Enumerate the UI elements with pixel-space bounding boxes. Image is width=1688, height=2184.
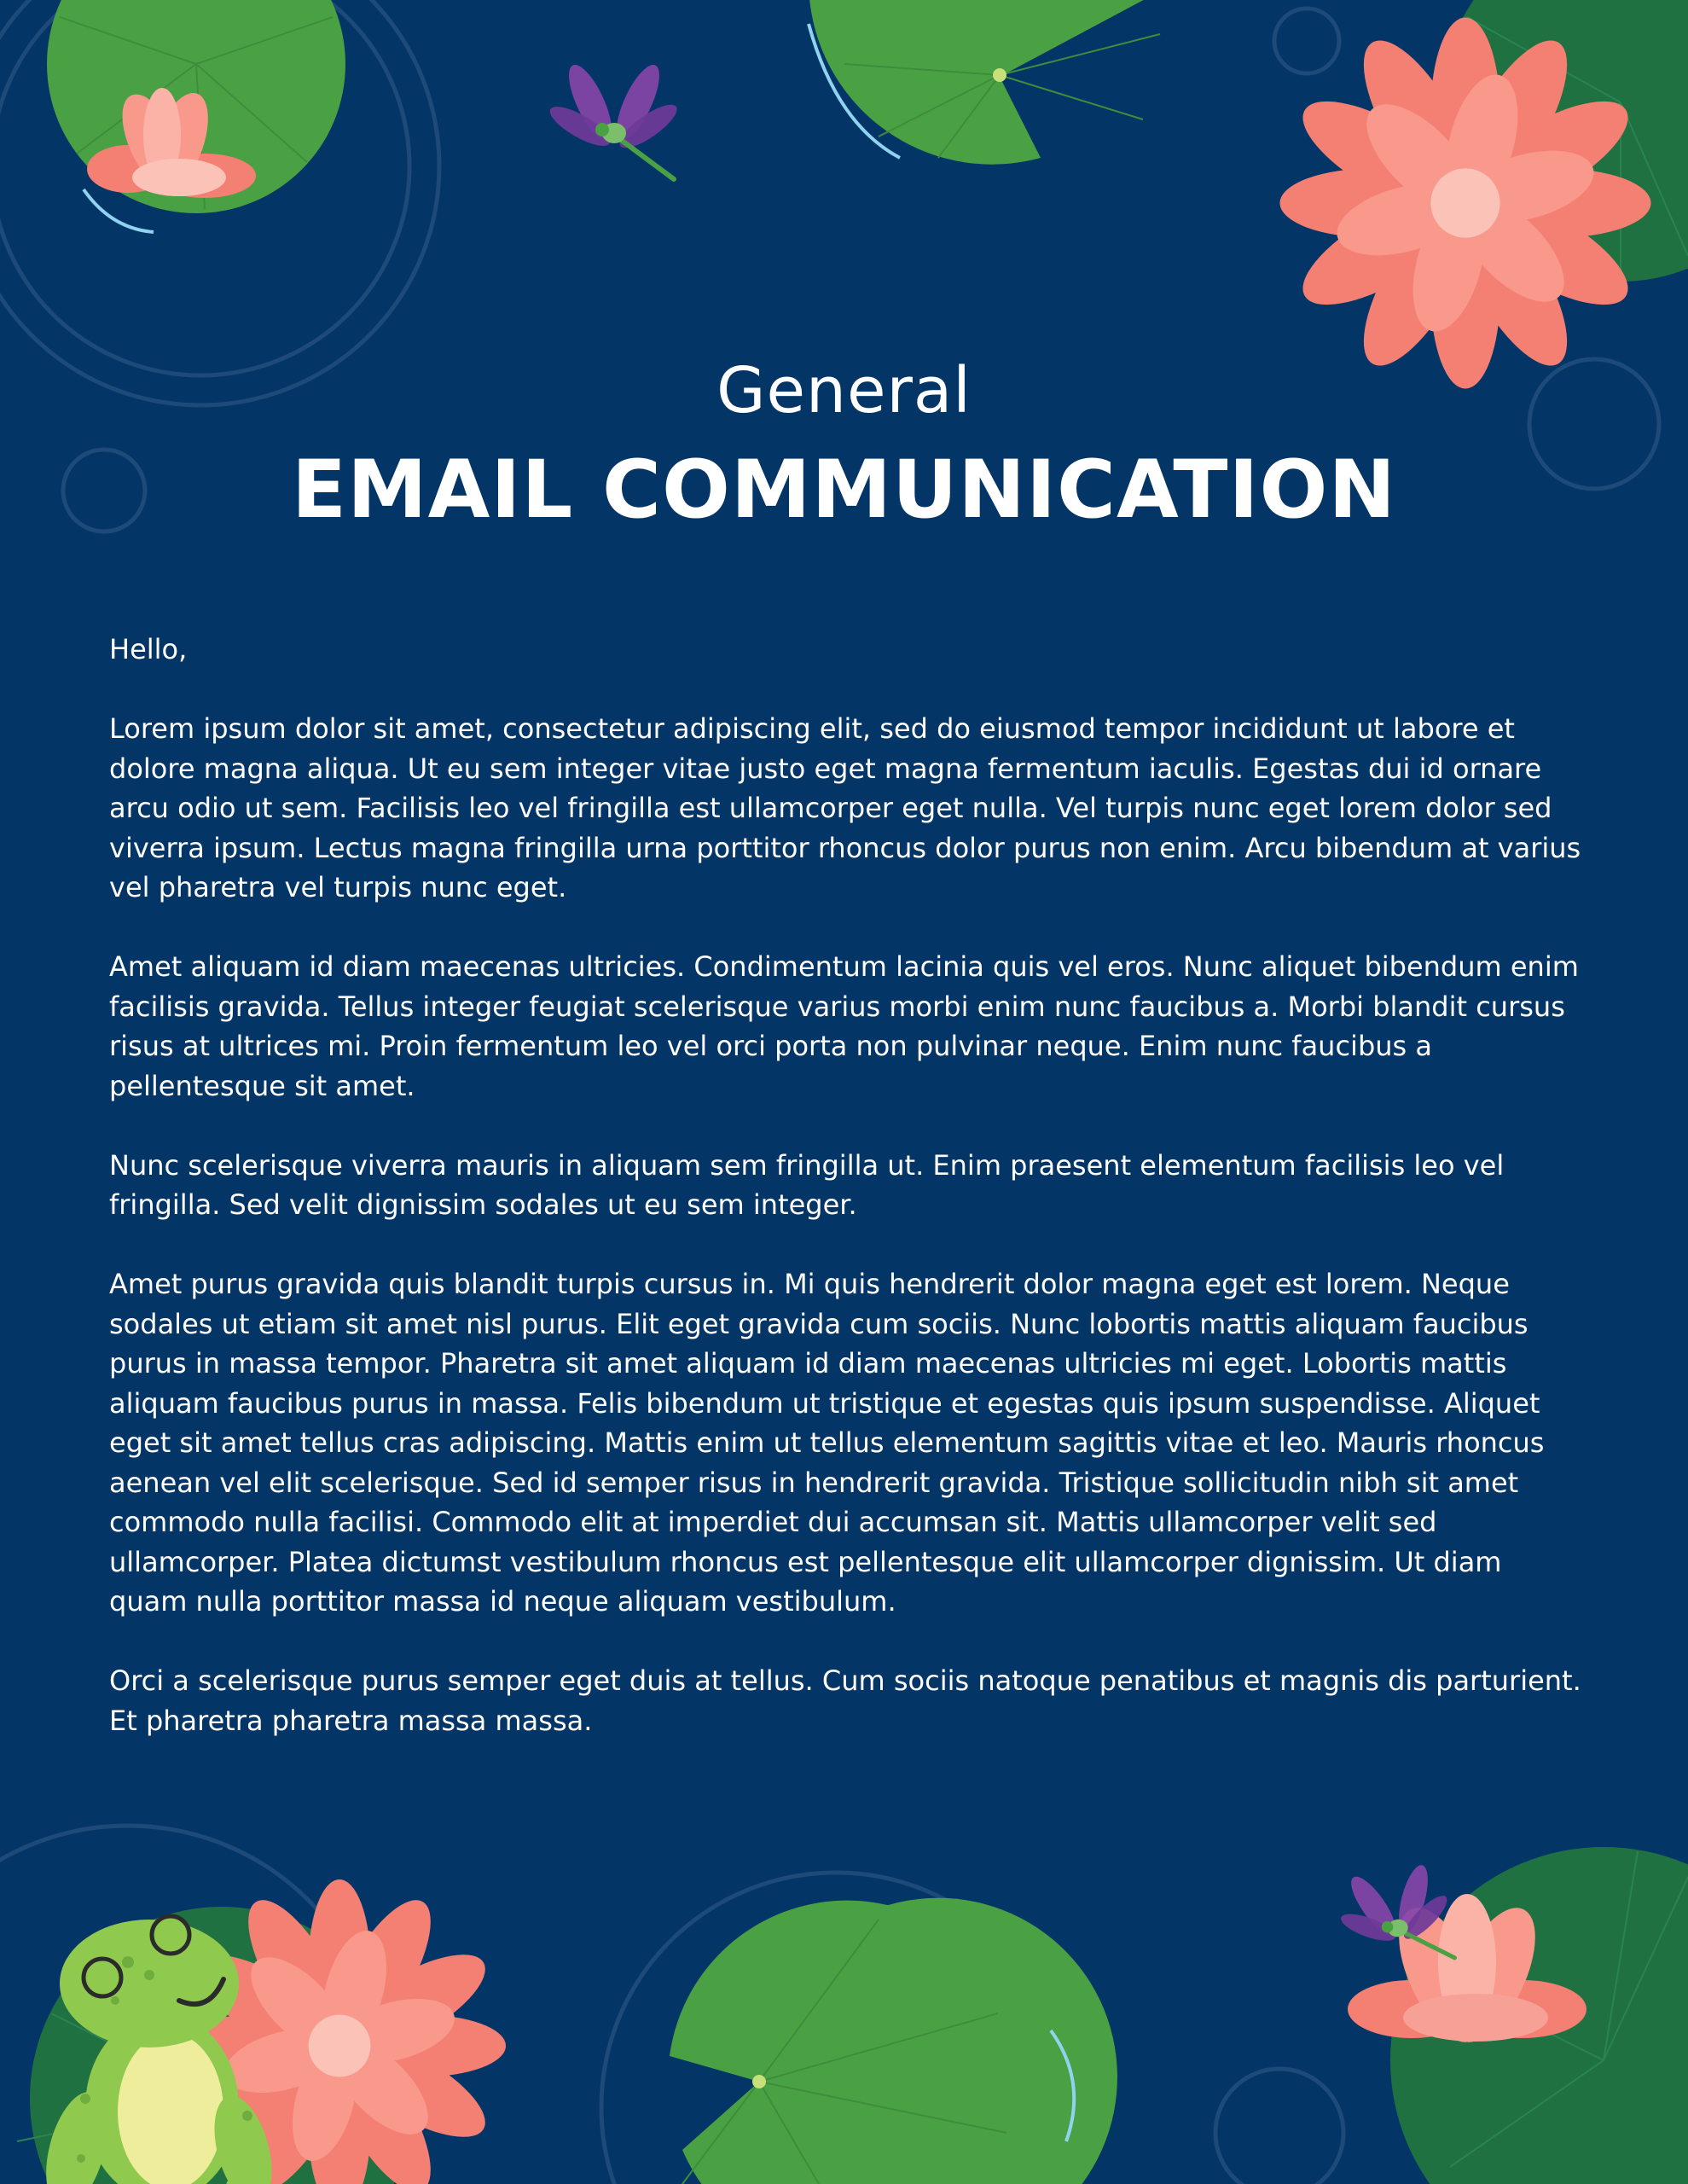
body-paragraph: Lorem ipsum dolor sit amet, consectetur adipiscing elit, sed do eiusmod tempor incididunt ut labore et dolore magna aliqua. Ut eu sem integer vitae justo eget magna fermentum iaculis. Egestas dui id ornare arcu odio ut sem. Facilisis leo vel fringilla est ullamcorper eget nulla. Vel turpis nunc eget lorem dolor sed viverra ipsum. Lectus magna fringilla urna porttitor rhoncus dolor purus non enim. Arcu bibendum at varius vel pharetra vel turpis nunc eget.: [109, 712, 1581, 903]
body-paragraph: Amet aliquam id diam maecenas ultricies. Condimentum lacinia quis vel eros. Nunc aliquet bibendum enim facilisis gravida. Tellus integer feugiat scelerisque varius morbi enim nunc faucibus a. Morbi blandit cursus risus at ultrices mi. Proin fermentum leo vel orci porta non pulvinar neque. Enim nunc faucibus a pellentesque sit amet.: [109, 950, 1579, 1102]
document-subtitle: General: [716, 354, 972, 427]
lily-pad-top-center: [809, 0, 1175, 165]
document-title: EMAIL COMMUNICATION: [291, 444, 1397, 537]
dragonfly-top: [545, 60, 682, 179]
body-paragraph: Amet purus gravida quis blandit turpis cursus in. Mi quis hendrerit dolor magna eget est lorem. Neque sodales ut etiam sit amet nisl purus. Elit eget gravida cum sociis. Nunc lobortis mattis aliquam faucibus purus in massa tempor. Pharetra sit amet aliquam id diam maecenas ultricies mi eget. Lobortis mattis aliquam faucibus purus in massa. Felis bibendum ut tristique et egestas quis ipsum suspendisse. Aliquet eget sit amet tellus cras adipiscing. Mattis enim ut tellus elementum sagittis vitae et leo. Mauris rhoncus aenean vel elit scelerisque. Sed id semper risus in hendrerit gravida. Tristique sollicitudin nibh sit amet commodo nulla facilisi. Commodo elit at imperdiet dui accumsan sit. Mattis ullamcorper velit sed ullamcorper. Platea dictumst vestibulum rhoncus est pellentesque elit ullamcorper dignissim. Ut diam quam nulla porttitor massa id neque aliquam vestibulum.: [109, 1268, 1545, 1618]
lily-pad-bottom-center: [670, 1898, 1117, 2184]
email-body: [109, 630, 1585, 1780]
body-paragraph: Nunc scelerisque viverra mauris in aliquam sem fringilla ut. Enim praesent elementum facilisis leo vel fringilla. Sed velit dignissim sodales ut eu sem integer.: [109, 1148, 1505, 1221]
greeting-text: Hello,: [109, 633, 188, 665]
body-paragraph: Orci a scelerisque purus semper eget duis at tellus. Cum sociis natoque penatibus et magnis dis parturient. Et pharetra pharetra massa massa.: [109, 1664, 1581, 1737]
